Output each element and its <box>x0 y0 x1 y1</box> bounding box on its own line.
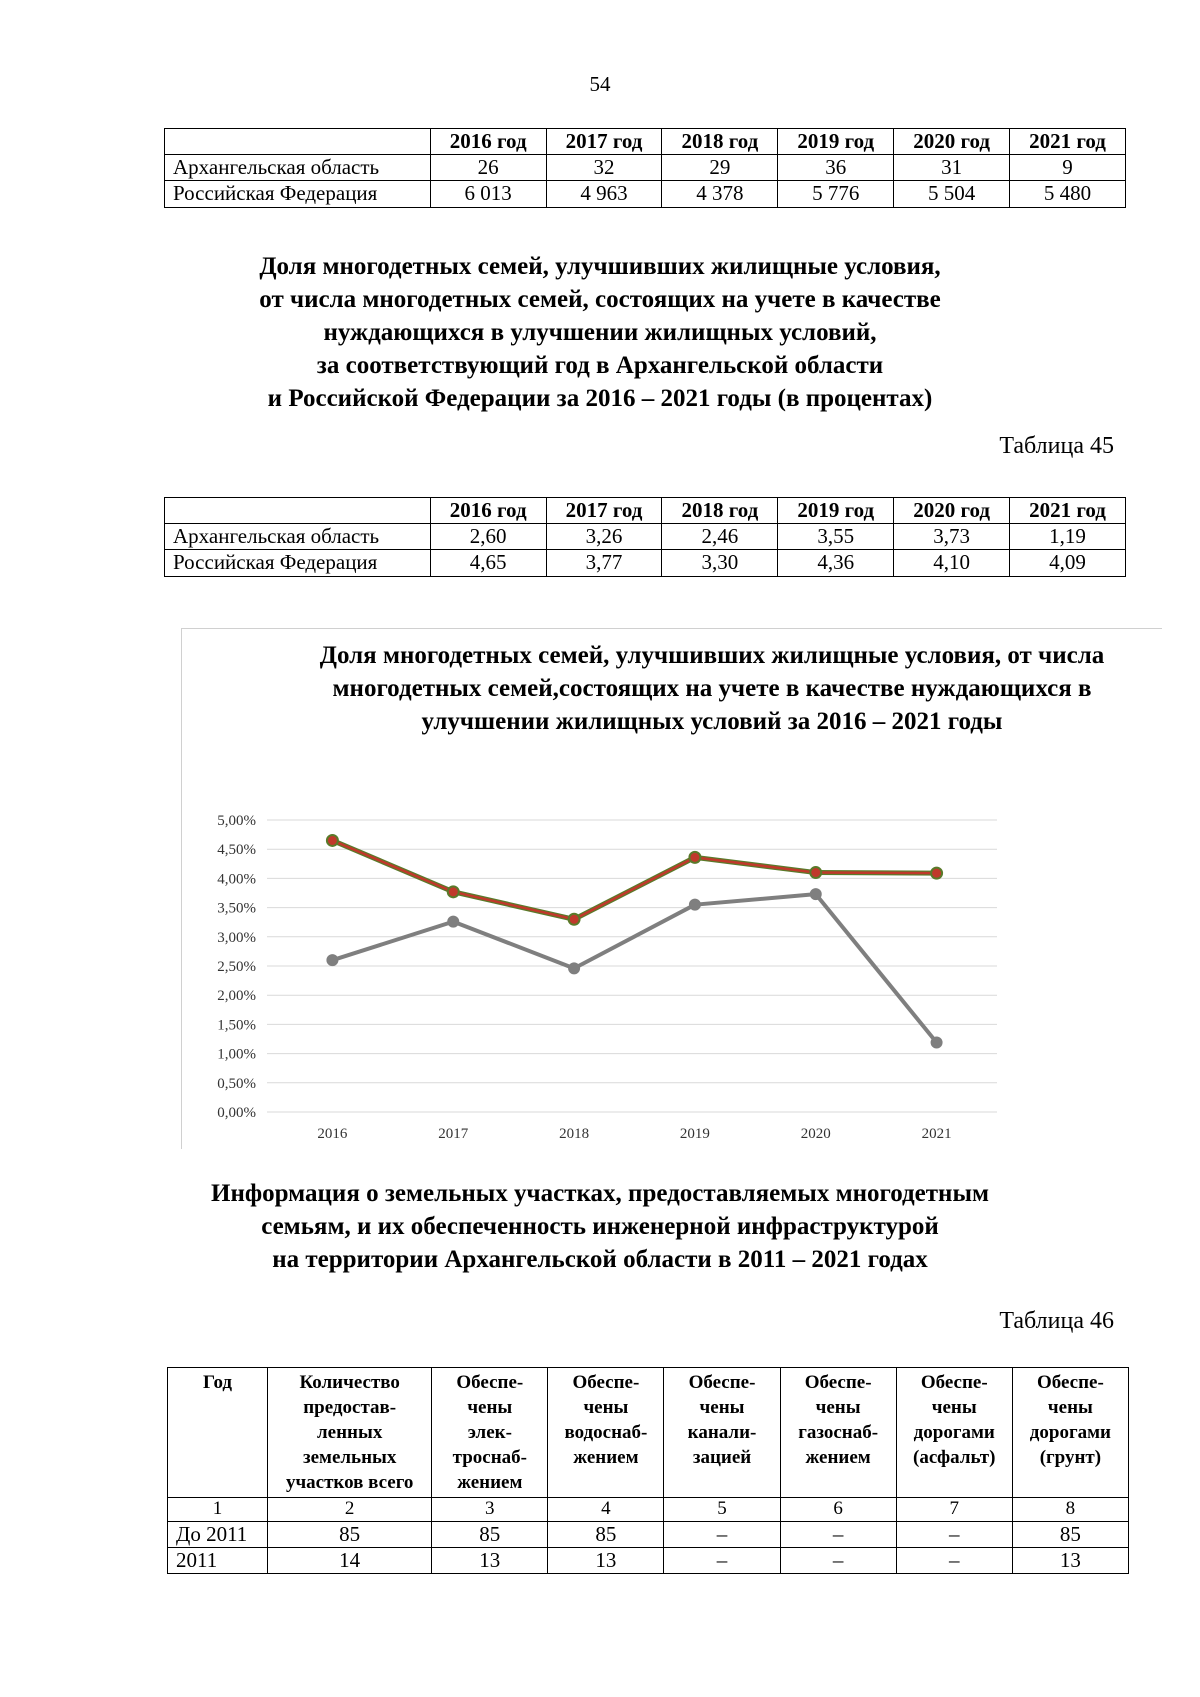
data-point <box>689 899 700 910</box>
table-cell: – <box>780 1521 896 1547</box>
header-line: водоснаб- <box>564 1422 648 1443</box>
row-label: 2011 <box>168 1547 268 1573</box>
table-cell: 26 <box>430 155 546 181</box>
header-cell <box>432 1368 548 1498</box>
x-tick-label: 2016 <box>317 1126 348 1142</box>
header-line: Обеспе- <box>572 1372 640 1393</box>
x-tick-label: 2021 <box>921 1126 952 1142</box>
header-line: дорогами <box>1029 1422 1111 1443</box>
table-row <box>165 524 1126 550</box>
header-cell: 2016 год <box>430 129 546 155</box>
table-cell: 3,77 <box>546 550 662 576</box>
table-cell: 85 <box>432 1521 548 1547</box>
table-cell: 9 <box>1010 155 1126 181</box>
table-cell: 2,60 <box>430 524 546 550</box>
table-header-row <box>168 1368 1129 1498</box>
header-cell <box>780 1368 896 1498</box>
header-line: дорогами <box>913 1422 995 1443</box>
row-label: Архангельская область <box>165 155 431 181</box>
header-cell: 2020 год <box>894 498 1010 524</box>
header-line: Обеспе- <box>920 1372 988 1393</box>
table-cell: 5 504 <box>894 181 1010 207</box>
table-cell: 85 <box>548 1521 664 1547</box>
y-tick-label: 3,00% <box>217 929 256 946</box>
y-tick-label: 4,00% <box>217 871 256 888</box>
table-cell: 3,73 <box>894 524 1010 550</box>
table-cell: – <box>664 1547 780 1573</box>
table-row <box>168 1547 1129 1573</box>
header-cell: 2019 год <box>778 129 894 155</box>
data-point <box>448 886 459 897</box>
table-45 <box>164 497 1126 577</box>
header-line: Обеспе- <box>688 1372 756 1393</box>
table-cell: 4,10 <box>894 550 1010 576</box>
header-cell: 2021 год <box>1010 498 1126 524</box>
table-cell: 14 <box>268 1547 432 1573</box>
y-tick-label: 0,50% <box>217 1075 256 1092</box>
table-cell: 85 <box>268 1521 432 1547</box>
header-line: Обеспе- <box>1036 1372 1104 1393</box>
numbering-cell: 8 <box>1012 1498 1128 1522</box>
table-cell: 13 <box>432 1547 548 1573</box>
header-line: (грунт) <box>1039 1447 1102 1468</box>
table-cell: 4 963 <box>546 181 662 207</box>
heading-46 <box>0 1177 1200 1276</box>
header-cell: 2017 год <box>546 498 662 524</box>
line-chart <box>182 629 1162 1149</box>
heading-line: на территории Архангельской области в 2011 – 2021 годах <box>272 1246 928 1273</box>
table-cell: 4,65 <box>430 550 546 576</box>
data-point <box>810 867 821 878</box>
header-cell <box>165 498 431 524</box>
header-cell <box>165 129 431 155</box>
table-cell: 5 776 <box>778 181 894 207</box>
x-tick-label: 2019 <box>679 1126 710 1142</box>
y-tick-label: 3,50% <box>217 900 256 917</box>
data-point <box>810 889 821 900</box>
data-point <box>327 955 338 966</box>
header-cell <box>168 1368 268 1498</box>
table-cell: – <box>896 1521 1012 1547</box>
table-cell: 4 378 <box>662 181 778 207</box>
y-tick-label: 4,50% <box>217 842 256 859</box>
header-line: чены <box>699 1397 745 1418</box>
header-line: жением <box>457 1472 523 1493</box>
header-cell: 2017 год <box>546 129 662 155</box>
x-tick-label: 2018 <box>559 1126 590 1142</box>
table-cell: – <box>780 1547 896 1573</box>
chart-title-line: Доля многодетных семей, улучшивших жилищные условия, от числа <box>319 642 1105 669</box>
row-label: Российская Федерация <box>165 550 431 576</box>
header-line: предостав- <box>303 1397 397 1418</box>
y-tick-label: 5,00% <box>217 813 256 829</box>
header-line: Обеспе- <box>456 1372 524 1393</box>
table-cell: 6 013 <box>430 181 546 207</box>
header-line: канали- <box>687 1422 757 1443</box>
heading-line: за соответствующий год в Архангельской области <box>316 352 884 379</box>
table-cell: 36 <box>778 155 894 181</box>
table-cell: 3,30 <box>662 550 778 576</box>
header-line: Количество <box>299 1372 400 1393</box>
header-line: чены <box>931 1397 977 1418</box>
table-cell: 2,46 <box>662 524 778 550</box>
header-line: Год <box>203 1372 233 1393</box>
table-cell: 29 <box>662 155 778 181</box>
data-point <box>931 1037 942 1048</box>
header-line: жением <box>573 1447 639 1468</box>
table-45-label: Таблица 45 <box>999 433 1114 459</box>
x-tick-label: 2020 <box>800 1126 831 1142</box>
header-cell <box>1012 1368 1128 1498</box>
header-line: (асфальт) <box>913 1447 996 1468</box>
header-line: ленных <box>317 1422 383 1443</box>
table-cell: – <box>896 1547 1012 1573</box>
data-point <box>689 852 700 863</box>
row-label: Архангельская область <box>165 524 431 550</box>
header-line: земельных <box>302 1447 397 1468</box>
x-tick-label: 2017 <box>438 1126 469 1142</box>
header-line: Обеспе- <box>804 1372 872 1393</box>
y-tick-label: 1,00% <box>217 1046 256 1063</box>
chart-title-line: улучшении жилищных условий за 2016 – 2021 годы <box>421 708 1003 735</box>
header-cell: 2018 год <box>662 498 778 524</box>
y-tick-label: 2,50% <box>217 959 256 975</box>
table-cell: 85 <box>1012 1521 1128 1547</box>
table-cell: 3,55 <box>778 524 894 550</box>
numbering-cell: 4 <box>548 1498 664 1522</box>
table-row <box>168 1521 1129 1547</box>
header-line: чены <box>1047 1397 1093 1418</box>
data-point <box>931 868 942 879</box>
table-cell: 4,36 <box>778 550 894 576</box>
header-cell: 2016 год <box>430 498 546 524</box>
data-point <box>327 835 338 846</box>
header-line: чены <box>583 1397 629 1418</box>
table-header-row <box>165 129 1126 155</box>
heading-45 <box>0 250 1200 415</box>
header-cell <box>664 1368 780 1498</box>
header-cell: 2019 год <box>778 498 894 524</box>
header-cell: 2021 год <box>1010 129 1126 155</box>
table-row <box>165 155 1126 181</box>
row-label: До 2011 <box>168 1521 268 1547</box>
chart-title-line: многодетных семей,состоящих на учете в качестве нуждающихся в <box>332 675 1092 702</box>
numbering-cell: 3 <box>432 1498 548 1522</box>
header-line: жением <box>805 1447 871 1468</box>
table-cell: 3,26 <box>546 524 662 550</box>
table-46-label: Таблица 46 <box>999 1308 1114 1334</box>
data-point <box>448 916 459 927</box>
data-point <box>569 963 580 974</box>
table-header-row <box>165 498 1126 524</box>
header-line: элек- <box>467 1422 512 1443</box>
y-tick-label: 1,50% <box>217 1017 256 1034</box>
table-cell: 13 <box>1012 1547 1128 1573</box>
header-line: чены <box>467 1397 513 1418</box>
table-46 <box>167 1367 1129 1574</box>
heading-line: Информация о земельных участках, предоставляемых многодетным <box>211 1180 989 1207</box>
row-label: Российская Федерация <box>165 181 431 207</box>
heading-line: Доля многодетных семей, улучшивших жилищные условия, <box>259 253 941 280</box>
table-cell: 31 <box>894 155 1010 181</box>
numbering-cell: 2 <box>268 1498 432 1522</box>
numbering-cell: 7 <box>896 1498 1012 1522</box>
header-line: чены <box>815 1397 861 1418</box>
heading-line: нуждающихся в улучшении жилищных условий, <box>323 319 877 346</box>
header-cell <box>268 1368 432 1498</box>
table-numbering-row <box>168 1498 1129 1522</box>
y-tick-label: 0,00% <box>217 1105 256 1121</box>
table-cell: 32 <box>546 155 662 181</box>
table-row <box>165 550 1126 576</box>
heading-line: и Российской Федерации за 2016 – 2021 годы (в процентах) <box>267 385 933 412</box>
heading-line: семьям, и их обеспеченность инженерной инфраструктурой <box>261 1213 939 1240</box>
series-line <box>332 894 936 1042</box>
header-cell: 2018 год <box>662 129 778 155</box>
table-cell: 13 <box>548 1547 664 1573</box>
header-line: зацией <box>692 1447 752 1468</box>
page-number: 54 <box>589 72 611 96</box>
table-row <box>165 181 1126 207</box>
heading-line: от числа многодетных семей, состоящих на учете в качестве <box>259 286 941 313</box>
data-point <box>569 914 580 925</box>
numbering-cell: 1 <box>168 1498 268 1522</box>
header-line: участков всего <box>285 1472 414 1493</box>
table-top <box>164 128 1126 208</box>
y-tick-label: 2,00% <box>217 988 256 1005</box>
table-cell: 4,09 <box>1010 550 1126 576</box>
header-cell: 2020 год <box>894 129 1010 155</box>
numbering-cell: 5 <box>664 1498 780 1522</box>
header-cell <box>896 1368 1012 1498</box>
table-cell: 5 480 <box>1010 181 1126 207</box>
chart-container <box>181 628 1162 1149</box>
numbering-cell: 6 <box>780 1498 896 1522</box>
table-cell: 1,19 <box>1010 524 1126 550</box>
table-cell: – <box>664 1521 780 1547</box>
header-line: газоснаб- <box>798 1422 879 1443</box>
header-line: троснаб- <box>452 1447 527 1468</box>
header-cell <box>548 1368 664 1498</box>
